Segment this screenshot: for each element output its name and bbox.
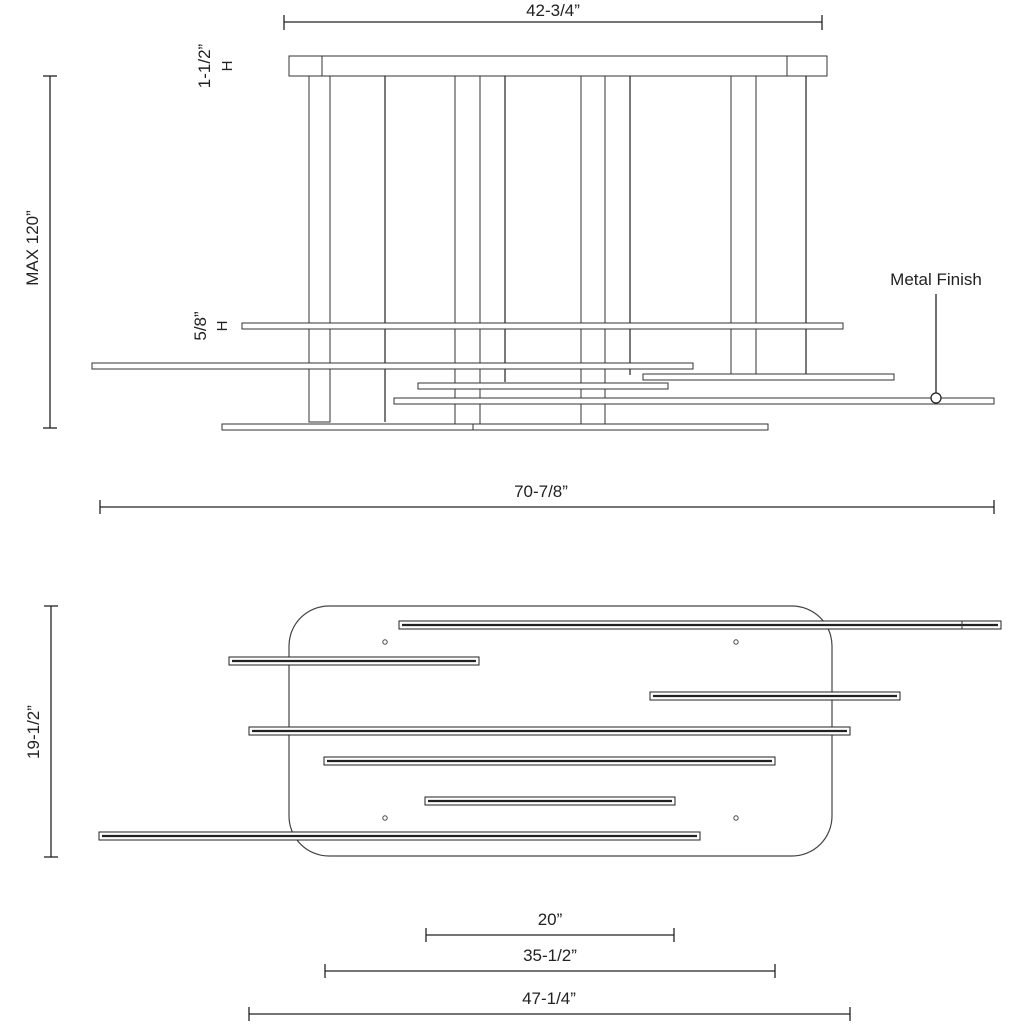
elevation-view <box>23 1 994 514</box>
bar-height-dimension <box>191 311 231 341</box>
canopy <box>289 56 827 76</box>
plan-bar <box>399 621 1001 629</box>
plan-bar <box>229 657 479 665</box>
canopy-width-dimension <box>284 1 822 30</box>
dimension-20 <box>426 910 674 942</box>
metal-finish-label: Metal Finish <box>890 270 982 289</box>
overall-width-label: 70-7/8” <box>514 482 568 501</box>
max-height-label: MAX 120” <box>23 210 42 286</box>
plan-light-bars <box>99 621 1001 840</box>
plan-bar <box>650 692 900 700</box>
plan-bar <box>99 832 700 840</box>
elevation-light-bars <box>92 320 994 430</box>
plan-bar <box>324 757 775 765</box>
plan-bar <box>249 727 850 735</box>
plan-view <box>24 606 1001 1021</box>
depth-dimension <box>24 606 58 857</box>
metal-finish-callout <box>890 270 982 403</box>
canopy-height-dimension <box>195 43 236 88</box>
canopy-height-marker: H <box>219 60 236 72</box>
overall-width-dimension <box>100 482 994 514</box>
canopy-width-label: 42-3/4” <box>526 1 580 20</box>
max-height-dimension <box>23 76 57 428</box>
bar-height-label: 5/8” <box>191 311 210 341</box>
dimension-35-label: 35-1/2” <box>523 946 577 965</box>
bar-height-marker: H <box>214 320 231 332</box>
depth-label: 19-1/2” <box>24 705 43 759</box>
plan-bar <box>425 797 675 805</box>
dimension-47-label: 47-1/4” <box>522 989 576 1008</box>
dimension-20-label: 20” <box>537 910 563 929</box>
dimension-35 <box>325 946 775 978</box>
dimension-47 <box>249 989 850 1021</box>
canopy-height-label: 1-1/2” <box>195 43 214 89</box>
